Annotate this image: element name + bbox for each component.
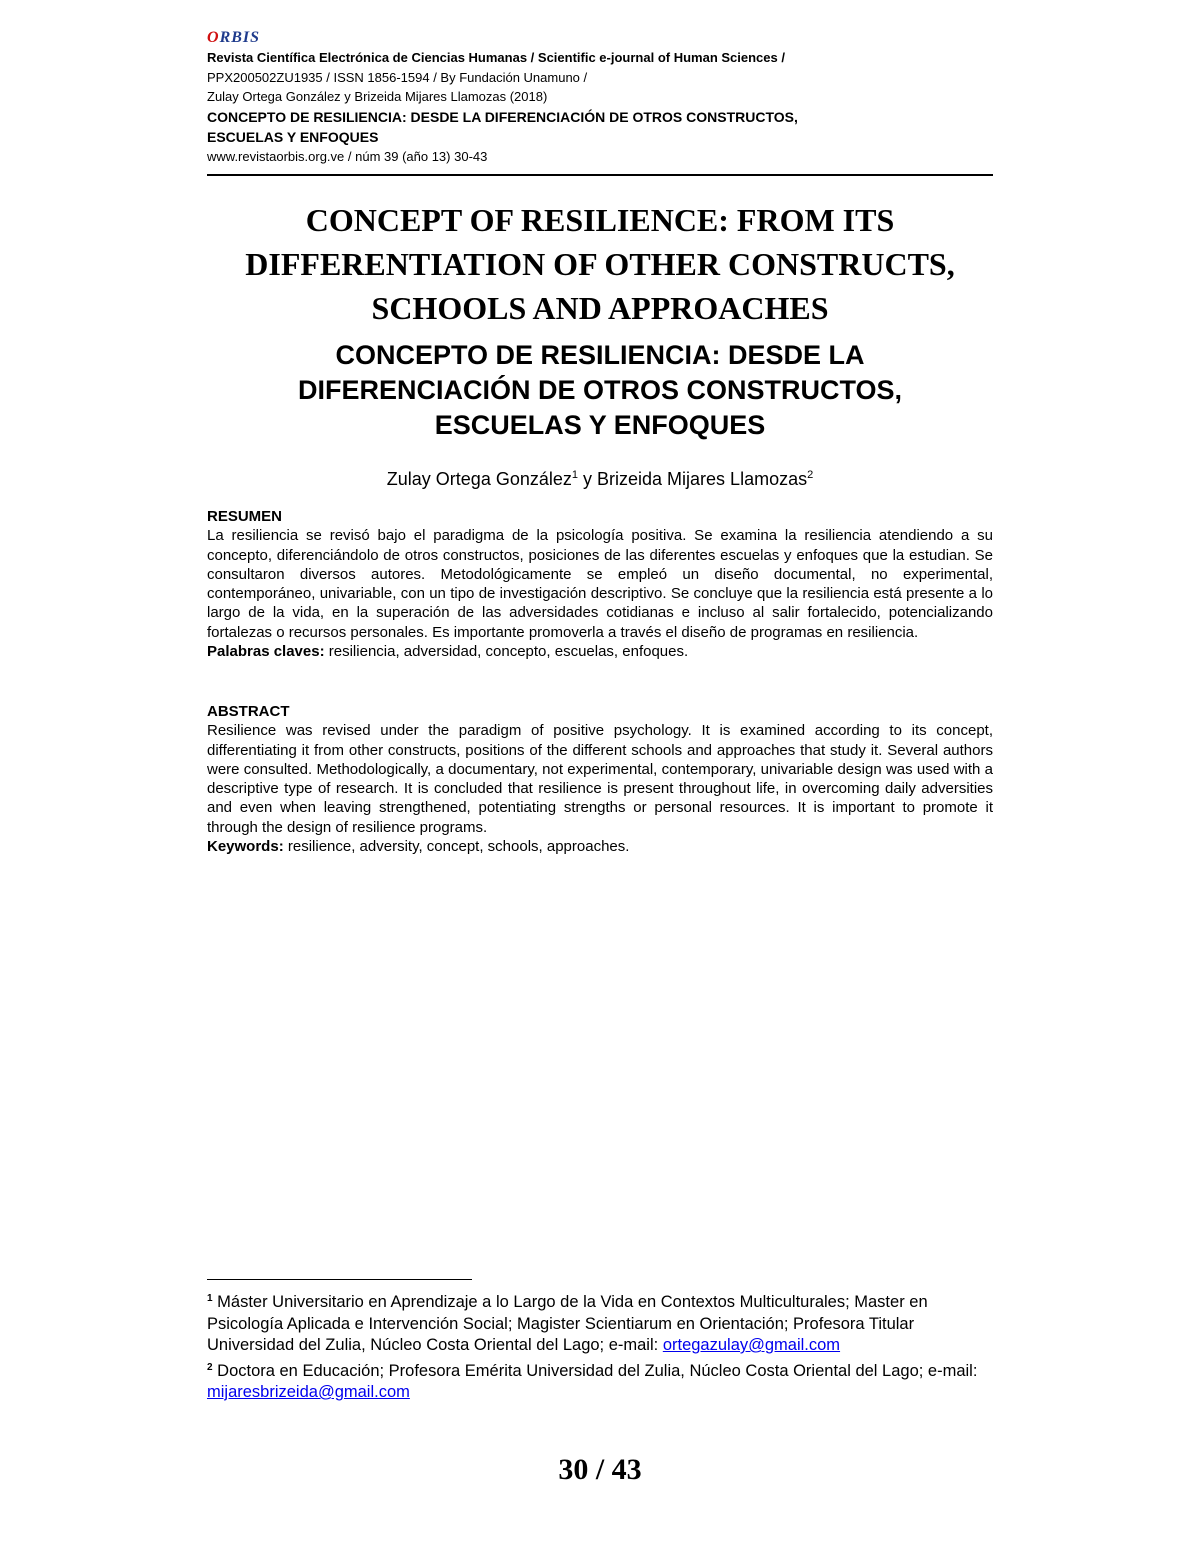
email-link[interactable]: ortegazulay@gmail.com [662, 1336, 841, 1354]
footnote-2 [207, 1357, 993, 1404]
title-spanish [150, 338, 1050, 443]
keywords-label: Keywords: [207, 838, 284, 856]
orbis-logo [207, 28, 993, 48]
footnote-text: Doctora en Educación; Profesora Emérita Universidad del Zulia, Núcleo Costa Oriental del Lago; e-mail: [212, 1361, 978, 1380]
short-title-line: CONCEPTO DE RESILIENCIA: DESDE LA DIFERENCIACIÓN DE OTROS CONSTRUCTOS, [207, 108, 798, 125]
author-name: Brizeida Mijares Llamozas [597, 469, 808, 489]
keywords-text: resiliencia, adversidad, concepto, escuelas, enfoques. [324, 643, 689, 661]
abstract-body: Resilience was revised under the paradigm of positive psychology. It is examined according to its concept, differentiating it from other constructs, positions of the different schools and approaches that study it. Several authors were consulted. Methodologically, a documentary, not experimental, contemporary, univariable design was used with a descriptive type of research. It is concluded that resilience is present throughout life, in overcoming daily adversities and even when leaving strengthened, potentiating strengths or personal resources. It is important to promote it through the design of resilience programs. [207, 722, 993, 836]
running-header [207, 28, 993, 166]
footnotes [207, 1288, 993, 1404]
footnote-rule [207, 1279, 472, 1280]
author-name: Zulay Ortega González [386, 469, 572, 489]
footnote-mark: 1 [207, 1293, 213, 1304]
citation-line: Zulay Ortega González y Brizeida Mijares Llamozas (2018) [207, 89, 548, 104]
footnote-1 [207, 1288, 993, 1357]
footnote-mark: 2 [207, 1361, 213, 1373]
title-spanish-line: CONCEPTO DE RESILIENCIA: DESDE LA [335, 340, 865, 370]
keywords-text: resilience, adversity, concept, schools, approaches. [283, 838, 630, 856]
logo-rest: RBIS [219, 29, 261, 46]
header-rule [207, 174, 993, 176]
resumen-body: La resiliencia se revisó bajo el paradigma de la psicología positiva. Se examina la resiliencia atendiendo a su concepto, diferenciándolo de otros constructos, posiciones de las diferentes escuelas y enfoques que la estudian. Se consultaron diversos autores. Metodológicamente se empleó un diseño documental, no experimental, contemporáneo, univariable, con un tipo de investigación descriptivo. Se concluye que la resiliencia está presente a lo largo de la vida, en la superación de las adversidades cotidianas e incluso al salir fortalecido, potencializando fortalezas o recursos personales. Es importante promoverla a través el diseño de programas en resiliencia. [207, 527, 993, 641]
short-title-line: ESCUELAS Y ENFOQUES [207, 128, 379, 145]
author-note-mark: 1 [571, 469, 578, 481]
resumen-section [207, 507, 993, 661]
footnote-text: Máster Universitario en Aprendizaje a lo Largo de la Vida en Contextos Multiculturales; Master en Psicología Aplicada e Intervención Social; Magister Scientiarum en Orientación; Profesora Titular Universidad del Zulia, Núcleo Costa Oriental del Lago; e-mail: [207, 1293, 928, 1354]
issn-line: PPX200502ZU1935 / ISSN 1856-1594 / By Fundación Unamuno / [207, 69, 588, 85]
abstract-keywords [207, 837, 993, 856]
authors-line [150, 463, 1050, 491]
title-spanish-line: DIFERENCIACIÓN DE OTROS CONSTRUCTOS, [297, 375, 903, 405]
author-connector: y [578, 469, 598, 489]
title-english-line: CONCEPT OF RESILIENCE: FROM ITS [305, 202, 895, 238]
title-english-line: SCHOOLS AND APPROACHES [371, 290, 829, 326]
resumen-heading: RESUMEN [207, 508, 283, 525]
title-english [150, 198, 1050, 330]
author-note-mark: 2 [807, 469, 814, 481]
logo-first-letter: O [207, 29, 220, 46]
abstract-heading: ABSTRACT [207, 703, 290, 720]
title-spanish-line: ESCUELAS Y ENFOQUES [434, 410, 766, 440]
abstract-section [207, 702, 993, 856]
keywords-label: Palabras claves: [207, 643, 325, 661]
page-number: 30 / 43 [558, 1453, 642, 1486]
title-english-line: DIFFERENTIATION OF OTHER CONSTRUCTS, [245, 246, 955, 282]
email-link[interactable]: mijaresbrizeida@gmail.com [207, 1383, 410, 1401]
journal-line: Revista Científica Electrónica de Ciencias Humanas / Scientific e-journal of Human Sciences / [207, 50, 785, 65]
resumen-keywords [207, 642, 993, 661]
journal-url-line: www.revistaorbis.org.ve / núm 39 (año 13) 30-43 [207, 148, 488, 164]
